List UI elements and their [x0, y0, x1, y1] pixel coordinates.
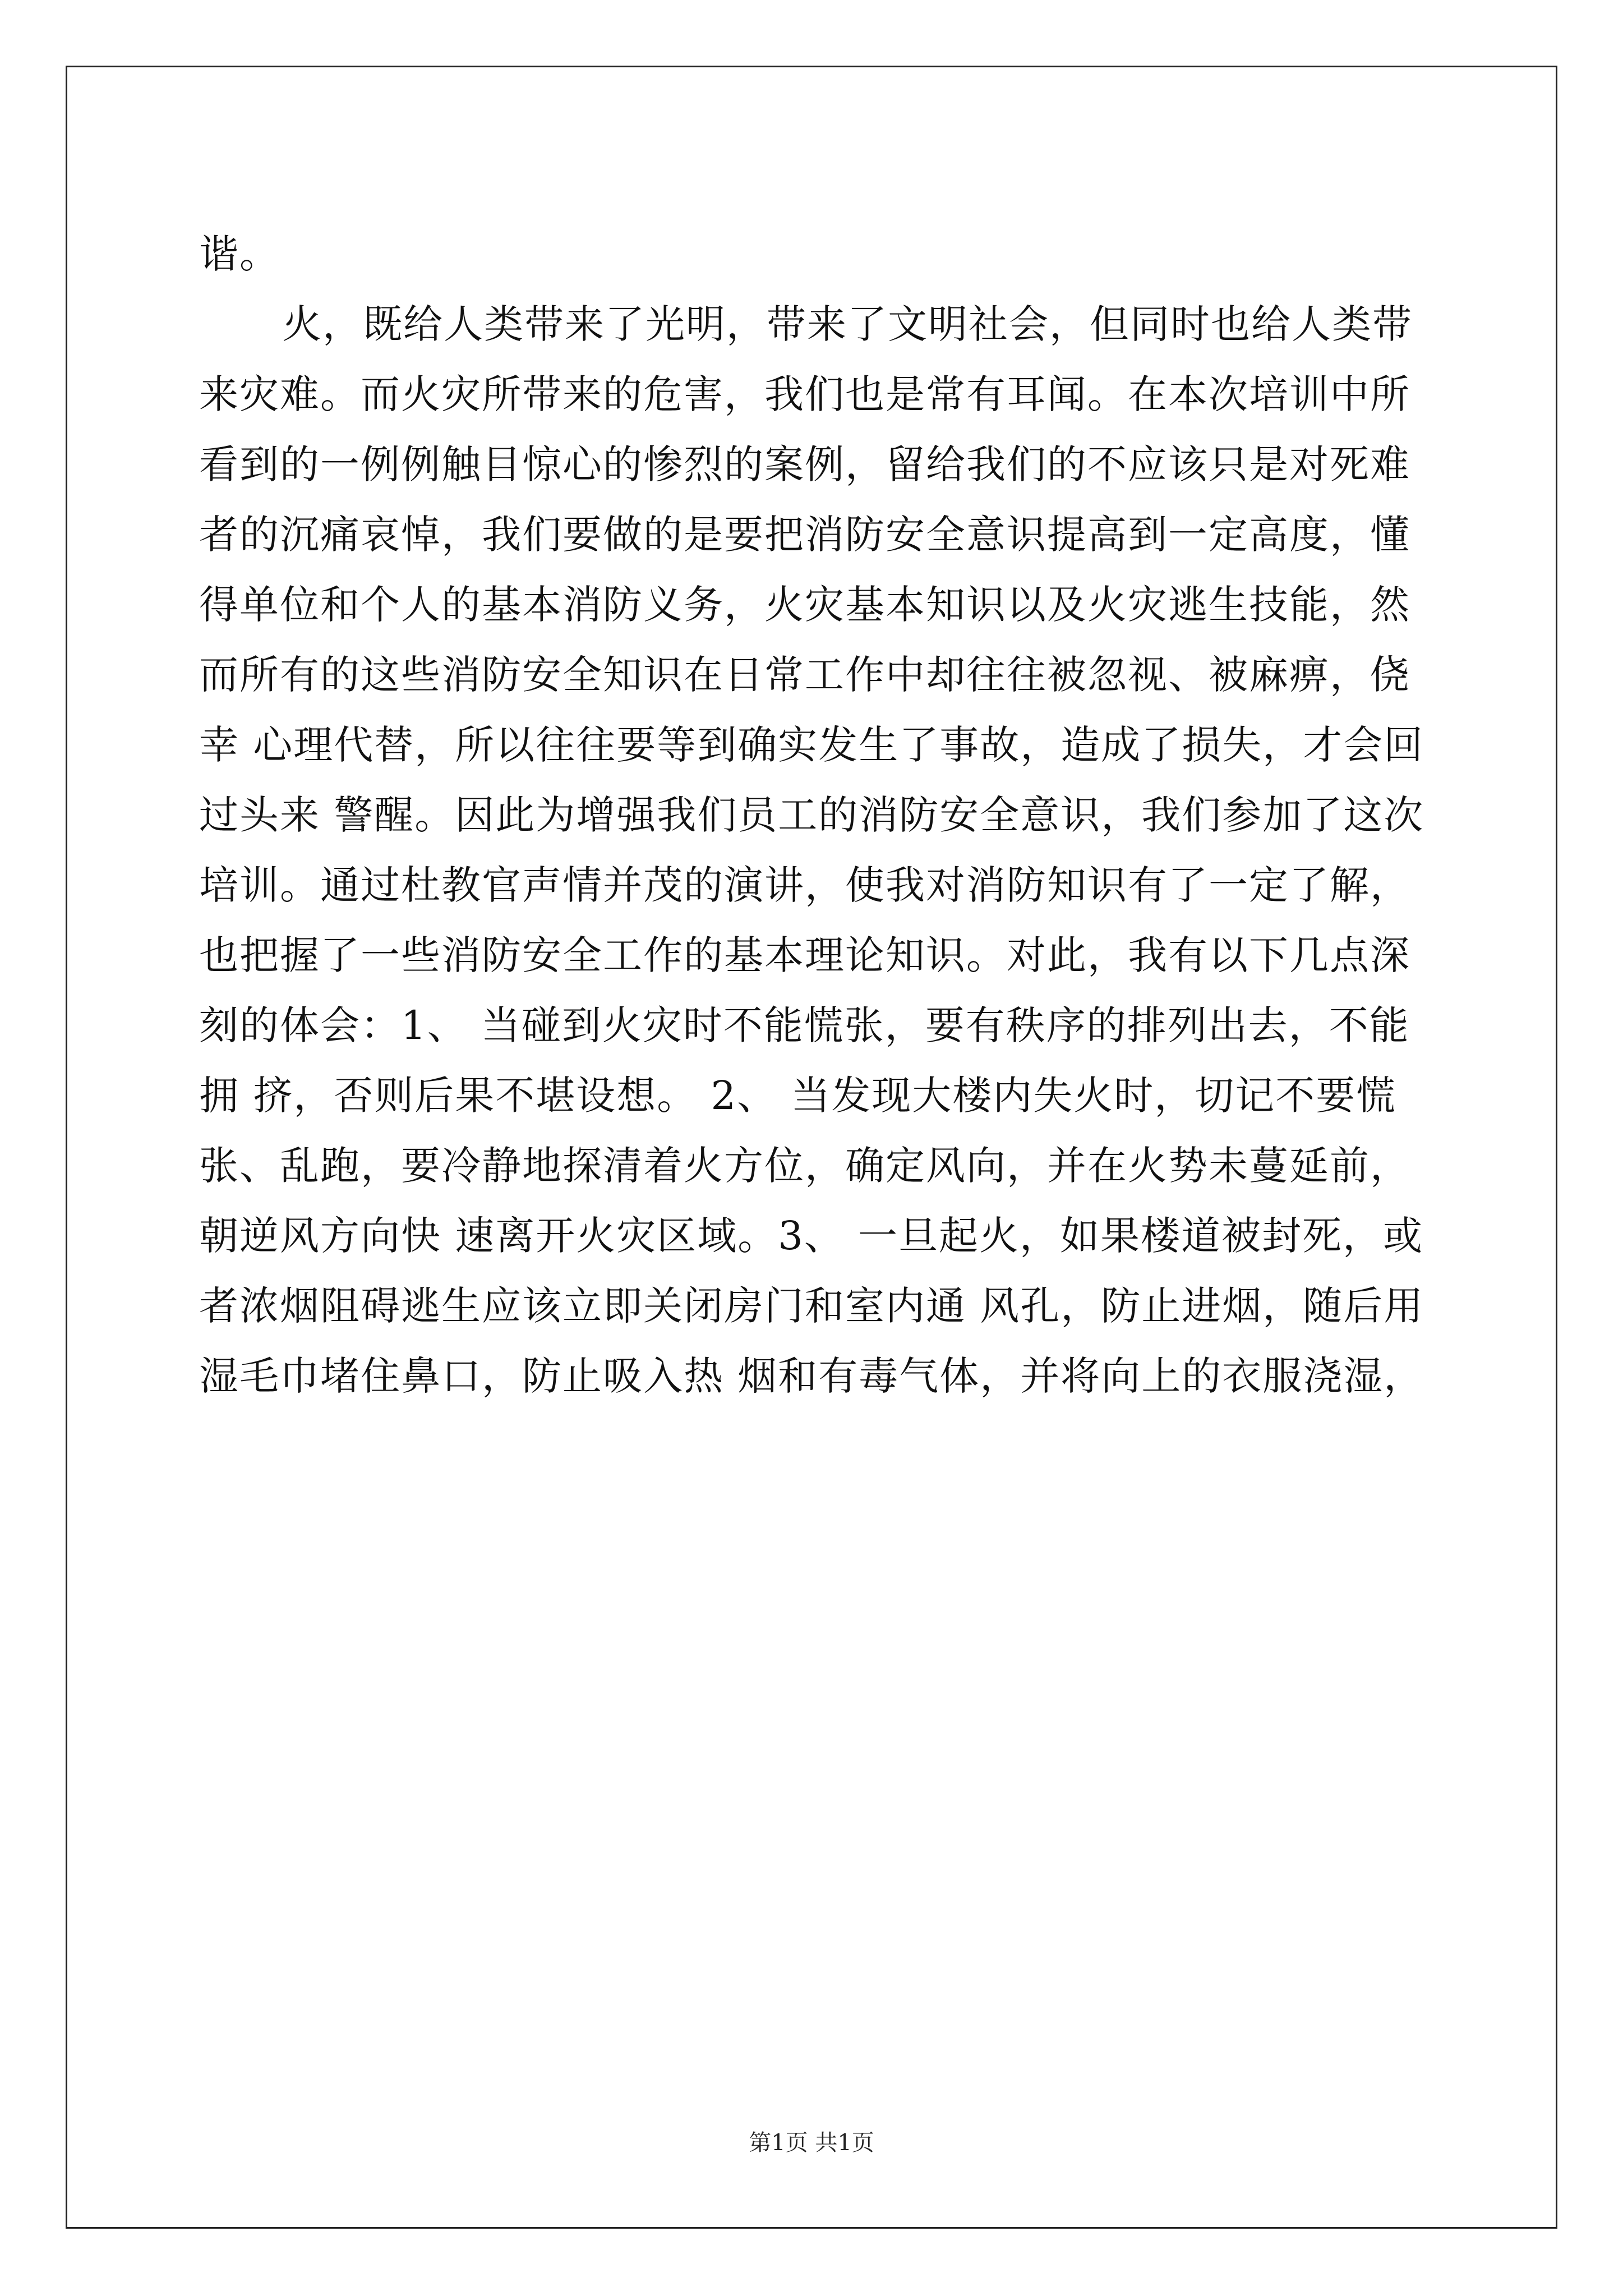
- text-line: 张、乱跑，要冷静地探清着火方位，确定风向，并在火势未蔓延前，: [199, 1143, 1410, 1189]
- text-line: 来灾难。而火灾所带来的危害，我们也是常有耳闻。在本次培训中所: [199, 371, 1410, 417]
- text-line: 幸 心理代替，所以往往要等到确实发生了事故，造成了损失，才会回: [199, 722, 1424, 768]
- text-line: 得单位和个人的基本消防义务，火灾基本知识以及火灾逃生技能，然: [199, 582, 1410, 628]
- text-line: 看到的一例例触目惊心的惨烈的案例，留给我们的不应该只是对死难: [199, 441, 1410, 487]
- paragraph-first-line: 火，既给人类带来了光明，带来了文明社会，但同时也给人类带: [282, 301, 1413, 347]
- text-line: 而所有的这些消防安全知识在日常工作中却往往被忽视、被麻痹，侥: [199, 652, 1410, 698]
- text-line: 朝逆风方向快 速离开火灾区域。3、 一旦起火，如果楼道被封死，或: [199, 1213, 1424, 1259]
- text-line: 刻的体会：1、 当碰到火灾时不能慌张，要有秩序的排列出去，不能: [199, 1002, 1410, 1048]
- text-line: 也把握了一些消防安全工作的基本理论知识。对此，我有以下几点深: [199, 932, 1410, 978]
- text-line: 者的沉痛哀悼，我们要做的是要把消防安全意识提高到一定高度，懂: [199, 512, 1410, 558]
- text-line: 拥 挤，否则后果不堪设想。 2、 当发现大楼内失火时，切记不要慌: [199, 1073, 1397, 1119]
- text-line: 培训。通过杜教官声情并茂的演讲，使我对消防知识有了一定了解，: [199, 862, 1410, 908]
- text-line: 过头来 警醒。因此为增强我们员工的消防安全意识，我们参加了这次: [199, 792, 1424, 838]
- text-line: 者浓烟阻碍逃生应该立即关闭房门和室内通 风孔，防止进烟，随后用: [199, 1283, 1424, 1329]
- page-footer: 第1页 共1页: [749, 2130, 874, 2156]
- text-line: 谐。: [199, 231, 280, 277]
- text-line: 湿毛巾堵住鼻口，防止吸入热 烟和有毒气体，并将向上的衣服浇湿，: [199, 1353, 1424, 1399]
